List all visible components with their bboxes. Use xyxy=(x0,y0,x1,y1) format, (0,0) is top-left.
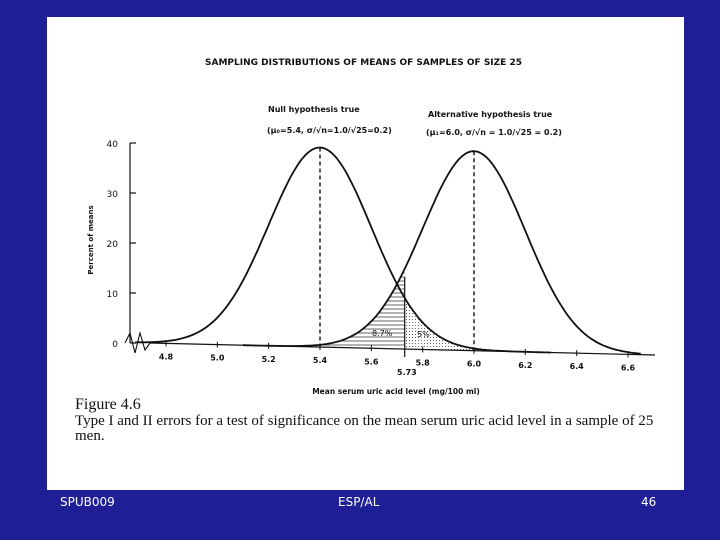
chart-title: SAMPLING DISTRIBUTIONS OF MEANS OF SAMPLES OF SIZE 25 xyxy=(205,58,522,68)
null-hypothesis-curve xyxy=(135,148,551,353)
slide-number: 46 xyxy=(641,495,657,509)
x-tick-label: 5.6 xyxy=(364,357,379,367)
x-tick-label: 5.0 xyxy=(210,353,225,363)
null-hypothesis-params: (μ₀=5.4, σ/√n=1.0/√25=0.2) xyxy=(267,126,392,135)
x-tick-label: 6.2 xyxy=(518,360,533,370)
x-tick-label: 4.8 xyxy=(158,352,174,362)
x-axis-label: Mean serum uric acid level (mg/100 ml) xyxy=(312,387,480,396)
alt-hypothesis-title: Alternative hypothesis true xyxy=(428,110,553,119)
y-tick-label: 0 xyxy=(112,340,118,350)
x-tick-label: 5.2 xyxy=(261,354,276,364)
x-tick-label: 5.4 xyxy=(312,356,328,366)
figure-caption: Type I and II errors for a test of significance on the mean serum uric acid level in a sample of 25 men. xyxy=(75,413,654,444)
null-hypothesis-title: Null hypothesis true xyxy=(268,105,360,114)
y-tick-label: 40 xyxy=(106,140,118,150)
footer-course-code: SPUB009 xyxy=(60,495,115,509)
alt-hypothesis-params: (μ₁=6.0, σ/√n = 1.0/√25 = 0.2) xyxy=(426,128,562,137)
footer-author: ESP/AL xyxy=(338,495,380,509)
figure-chart xyxy=(47,17,684,397)
x-tick-label: 6.6 xyxy=(620,363,636,373)
alternative-hypothesis-curve xyxy=(243,151,641,353)
y-tick-label: 20 xyxy=(106,240,118,250)
y-tick-label: 30 xyxy=(106,190,118,200)
y-axis-label: Percent of means xyxy=(87,205,95,275)
x-tick-label: 6.0 xyxy=(466,359,482,369)
figure-label: Figure 4.6 xyxy=(75,396,141,413)
x-tick-label: 5.8 xyxy=(415,358,430,368)
figure-caption-block xyxy=(75,396,665,444)
type-ii-error-label: 8.7% xyxy=(372,329,393,338)
critical-value-label: 5.73 xyxy=(397,368,417,377)
type-i-error-label: 5% xyxy=(417,330,430,339)
slide-frame xyxy=(47,17,684,490)
x-tick-label: 6.4 xyxy=(569,362,584,372)
y-tick-label: 10 xyxy=(106,290,118,300)
